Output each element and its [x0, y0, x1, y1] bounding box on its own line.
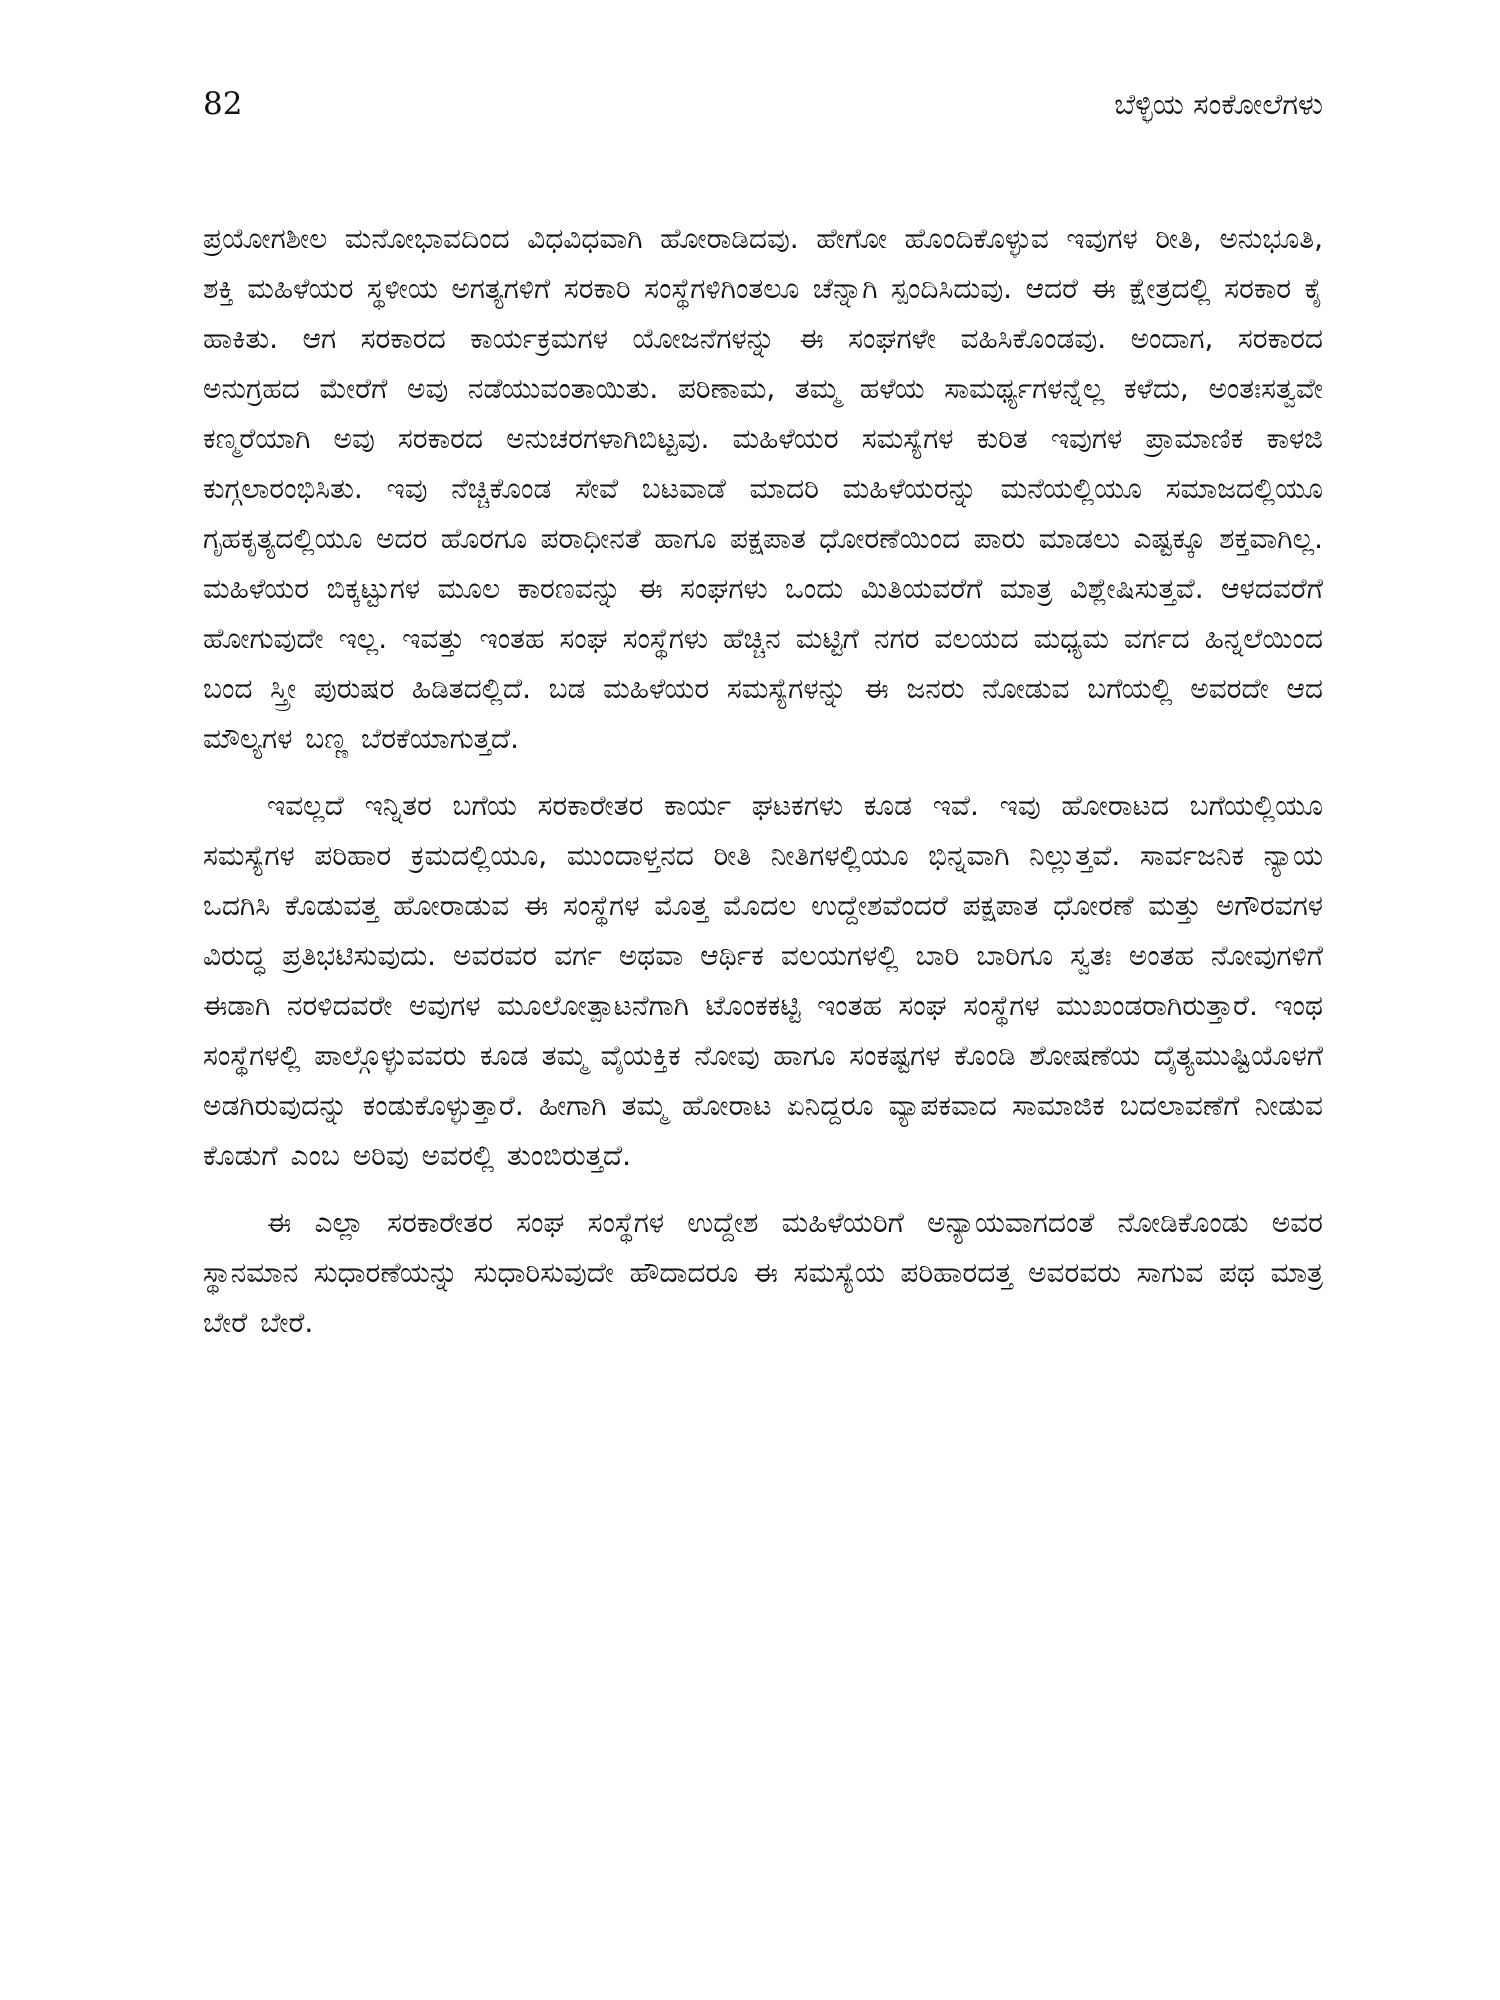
- running-title: ಬೆಳ್ಳಿಯ ಸಂಕೋಲೆಗಳು: [1114, 87, 1323, 121]
- page-number: 82: [203, 86, 243, 122]
- paragraph-2: ಇವಲ್ಲದೆ ಇನ್ನಿತರ ಬಗೆಯ ಸರಕಾರೇತರ ಕಾರ್ಯ ಘಟಕಗಳು ಕೂಡ ಇವೆ. ಇವು ಹೋರಾಟದ ಬಗೆಯಲ್ಲಿಯೂ ಸಮಸ್ಯೆಗಳ ಪರಿಹಾರ ಕ್ರಮದಲ್ಲಿಯೂ, ಮುಂದಾಳ್ತನದ ರೀತಿ ನೀತಿಗಳಲ್ಲಿಯೂ ಭಿನ್ನವಾಗಿ ನಿಲ್ಲುತ್ತವೆ. ಸಾರ್ವಜನಿಕ ನ್ಯಾಯ ಒದಗಿಸಿ ಕೊಡುವತ್ತ ಹೋರಾಡುವ ಈ ಸಂಸ್ಥೆಗಳ ಮೊತ್ತ ಮೊದಲ ಉದ್ದೇಶವೆಂದರೆ ಪಕ್ಷಪಾತ ಧೋರಣೆ ಮತ್ತು ಅಗೌರವಗಳ ವಿರುದ್ಧ ಪ್ರತಿಭಟಿಸುವುದು. ಅವರವರ ವರ್ಗ ಅಥವಾ ಆರ್ಥಿಕ ವಲಯಗಳಲ್ಲಿ ಬಾರಿ ಬಾರಿಗೂ ಸ್ವತಃ ಅಂತಹ ನೋವುಗಳಿಗೆ ಈಡಾಗಿ ನರಳಿದವರೇ ಅವುಗಳ ಮೂಲೋತ್ಪಾಟನೆಗಾಗಿ ಟೊಂಕಕಟ್ಟಿ ಇಂತಹ ಸಂಘ ಸಂಸ್ಥೆಗಳ ಮುಖಂಡರಾಗಿರುತ್ತಾರೆ. ಇಂಥ ಸಂಸ್ಥೆಗಳಲ್ಲಿ ಪಾಲ್ಗೊಳ್ಳುವವರು ಕೂಡ ತಮ್ಮ ವೈಯಕ್ತಿಕ ನೋವು ಹಾಗೂ ಸಂಕಷ್ಟಗಳ ಕೊಂಡಿ ಶೋಷಣೆಯ ದೈತ್ಯಮುಷ್ಟಿಯೊಳಗೆ ಅಡಗಿರುವುದನ್ನು ಕಂಡುಕೊಳ್ಳುತ್ತಾರೆ. ಹೀಗಾಗಿ ತಮ್ಮ ಹೋರಾಟ ಏನಿದ್ದರೂ ವ್ಯಾಪಕವಾದ ಸಾಮಾಜಿಕ ಬದಲಾವಣೆಗೆ ನೀಡುವ ಕೊಡುಗೆ ಎಂಬ ಅರಿವು ಅವರಲ್ಲಿ ತುಂಬಿರುತ್ತದೆ.: [203, 789, 1323, 1172]
- paragraph-3: ಈ ಎಲ್ಲಾ ಸರಕಾರೇತರ ಸಂಘ ಸಂಸ್ಥೆಗಳ ಉದ್ದೇಶ ಮಹಿಳೆಯರಿಗೆ ಅನ್ಯಾಯವಾಗದಂತೆ ನೋಡಿಕೊಂಡು ಅವರ ಸ್ಥಾನಮಾನ ಸುಧಾರಣೆಯನ್ನು ಸುಧಾರಿಸುವುದೇ ಹೌದಾದರೂ ಈ ಸಮಸ್ಯೆಯ ಪರಿಹಾರದತ್ತ ಅವರವರು ಸಾಗುವ ಪಥ ಮಾತ್ರ ಬೇರೆ ಬೇರೆ.: [203, 1206, 1323, 1339]
- body-text: [203, 214, 1323, 1348]
- paragraph-1: ಪ್ರಯೋಗಶೀಲ ಮನೋಭಾವದಿಂದ ವಿಧವಿಧವಾಗಿ ಹೋರಾಡಿದವು. ಹೇಗೋ ಹೊಂದಿಕೊಳ್ಳುವ ಇವುಗಳ ರೀತಿ, ಅನುಭೂತಿ, ಶಕ್ತಿ ಮಹಿಳೆಯರ ಸ್ಥಳೀಯ ಅಗತ್ಯಗಳಿಗೆ ಸರಕಾರಿ ಸಂಸ್ಥೆಗಳಿಗಿಂತಲೂ ಚೆನ್ನಾಗಿ ಸ್ಪಂದಿಸಿದುವು. ಆದರೆ ಈ ಕ್ಷೇತ್ರದಲ್ಲಿ ಸರಕಾರ ಕೈ ಹಾಕಿತು. ಆಗ ಸರಕಾರದ ಕಾರ್ಯಕ್ರಮಗಳ ಯೋಜನೆಗಳನ್ನು ಈ ಸಂಘಗಳೇ ವಹಿಸಿಕೊಂಡವು. ಅಂದಾಗ, ಸರಕಾರದ ಅನುಗ್ರಹದ ಮೇರೆಗೆ ಅವು ನಡೆಯುವಂತಾಯಿತು. ಪರಿಣಾಮ, ತಮ್ಮ ಹಳೆಯ ಸಾಮರ್ಥ್ಯಗಳನ್ನೆಲ್ಲ ಕಳೆದು, ಅಂತಃಸತ್ವವೇ ಕಣ್ಮರೆಯಾಗಿ ಅವು ಸರಕಾರದ ಅನುಚರಗಳಾಗಿಬಿಟ್ಟವು. ಮಹಿಳೆಯರ ಸಮಸ್ಯೆಗಳ ಕುರಿತ ಇವುಗಳ ಪ್ರಾಮಾಣಿಕ ಕಾಳಜಿ ಕುಗ್ಗಲಾರಂಭಿಸಿತು. ಇವು ನೆಚ್ಚಿಕೊಂಡ ಸೇವೆ ಬಟವಾಡೆ ಮಾದರಿ ಮಹಿಳೆಯರನ್ನು ಮನೆಯಲ್ಲಿಯೂ ಸಮಾಜದಲ್ಲಿಯೂ ಗೃಹಕೃತ್ಯದಲ್ಲಿಯೂ ಅದರ ಹೊರಗೂ ಪರಾಧೀನತೆ ಹಾಗೂ ಪಕ್ಷಪಾತ ಧೋರಣೆಯಿಂದ ಪಾರು ಮಾಡಲು ಎಷ್ಟಕ್ಕೂ ಶಕ್ತವಾಗಿಲ್ಲ. ಮಹಿಳೆಯರ ಬಿಕ್ಕಟ್ಟುಗಳ ಮೂಲ ಕಾರಣವನ್ನು ಈ ಸಂಘಗಳು ಒಂದು ಮಿತಿಯವರೆಗೆ ಮಾತ್ರ ವಿಶ್ಲೇಷಿಸುತ್ತವೆ. ಆಳದವರೆಗೆ ಹೋಗುವುದೇ ಇಲ್ಲ. ಇವತ್ತು ಇಂತಹ ಸಂಘ ಸಂಸ್ಥೆಗಳು ಹೆಚ್ಚಿನ ಮಟ್ಟಿಗೆ ನಗರ ವಲಯದ ಮಧ್ಯಮ ವರ್ಗದ ಹಿನ್ನಲೆಯಿಂದ ಬಂದ ಸ್ತ್ರೀ ಪುರುಷರ ಹಿಡಿತದಲ್ಲಿದೆ. ಬಡ ಮಹಿಳೆಯರ ಸಮಸ್ಯೆಗಳನ್ನು ಈ ಜನರು ನೋಡುವ ಬಗೆಯಲ್ಲಿ ಅವರದೇ ಆದ ಮೌಲ್ಯಗಳ ಬಣ್ಣ ಬೆರಕೆಯಾಗುತ್ತದೆ.: [203, 222, 1323, 755]
- page-header: [203, 84, 1323, 134]
